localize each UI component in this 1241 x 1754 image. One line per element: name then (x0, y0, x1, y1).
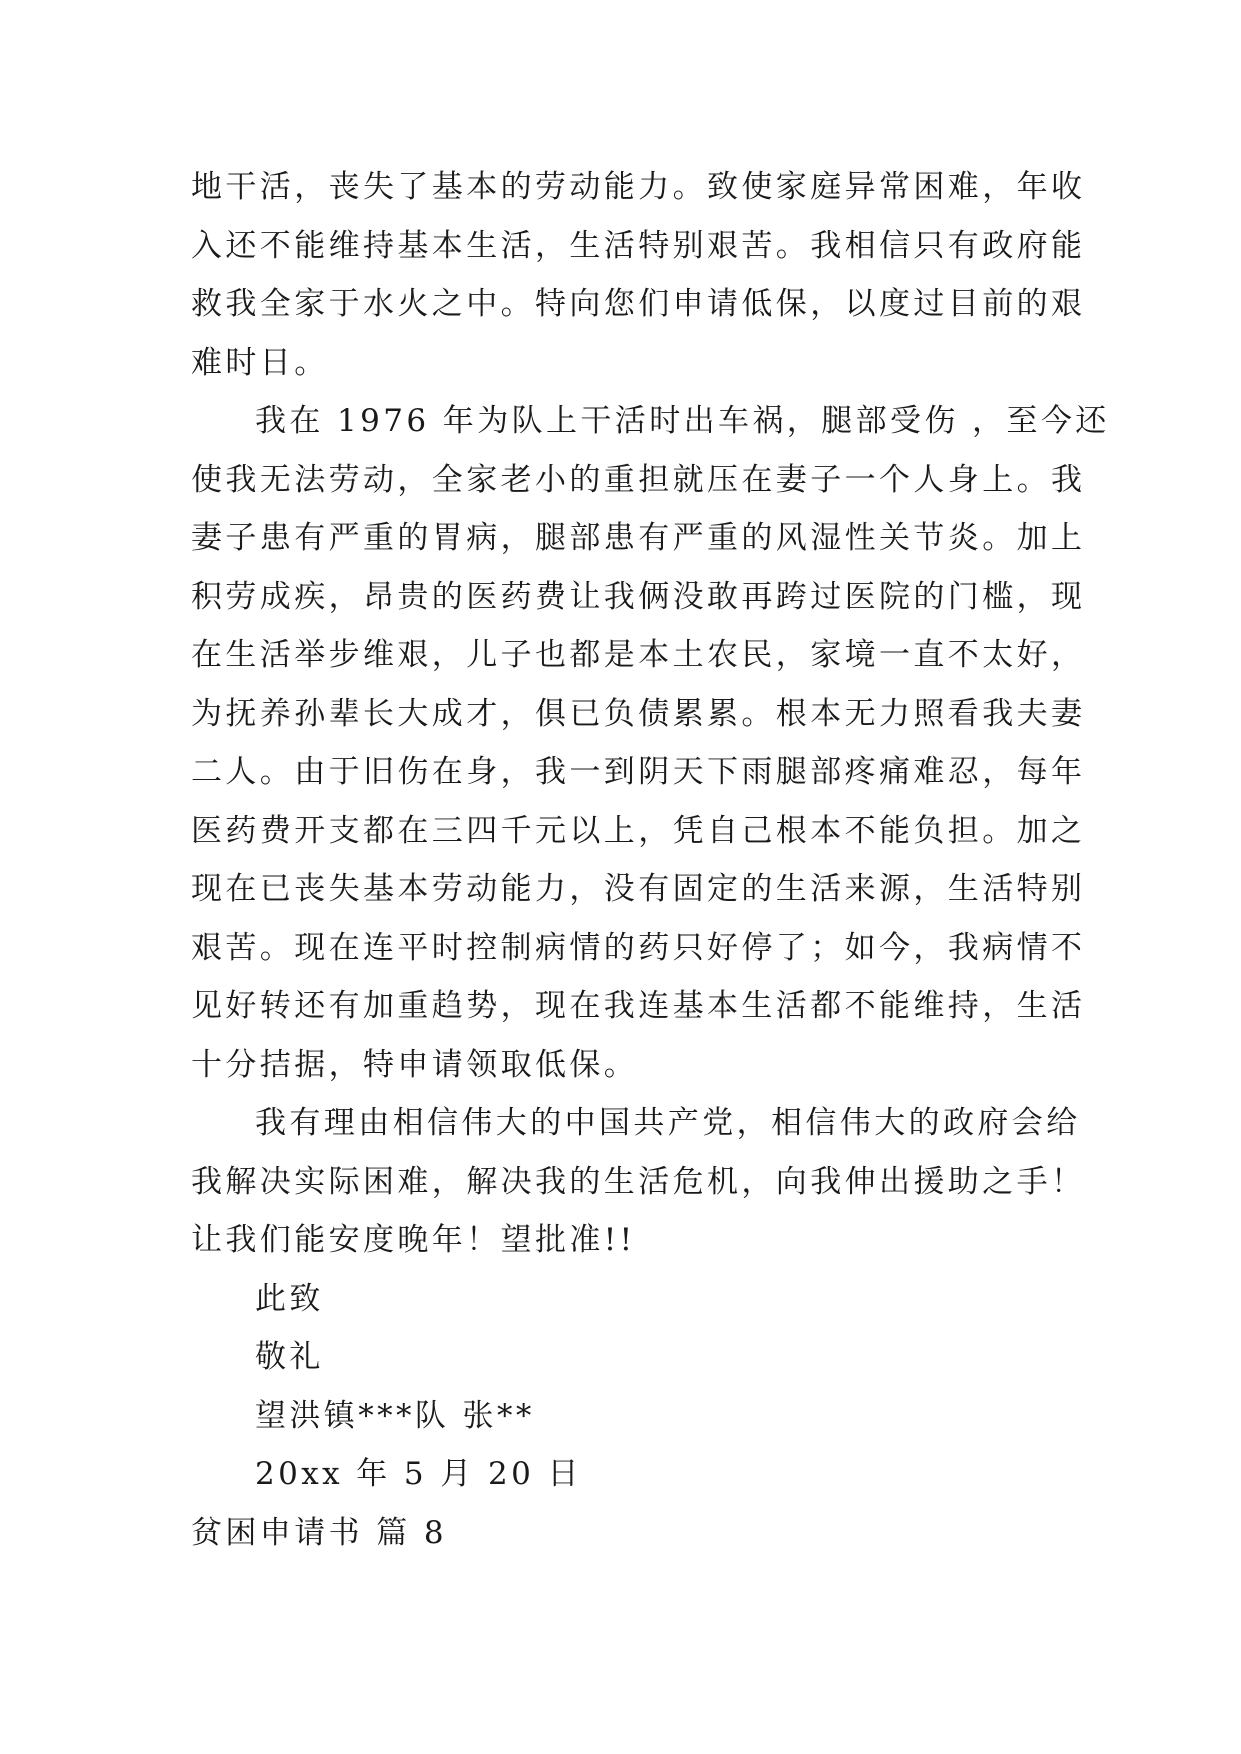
text-line: 为抚养孙辈长大成才，俱已负债累累。根本无力照看我夫妻 (191, 695, 1086, 732)
paragraph-2 (191, 392, 1110, 1094)
text-line: 见好转还有加重趋势，现在我连基本生活都不能维持，生活 (191, 988, 1086, 1024)
text-line: 现在已丧失基本劳动能力，没有固定的生活来源，生活特别 (191, 871, 1086, 907)
text-line: 在生活举步维艰，儿子也都是本土农民，家境一直不太好， (191, 637, 1086, 673)
text-line: 使我无法劳动，全家老小的重担就压在妻子一个人身上。我 (191, 461, 1086, 498)
paragraph-1 (191, 158, 1086, 392)
text-line: 我有理由相信伟大的中国共产党，相信伟大的政府会给 (255, 1105, 1081, 1141)
text-line: 艰苦。现在连平时控制病情的药只好停了；如今，我病情不 (191, 929, 1086, 966)
text-line: 妻子患有严重的胃病，腿部患有严重的风湿性关节炎。加上 (191, 520, 1086, 556)
text-line: 医药费开支都在三四千元以上，凭自己根本不能负担。加之 (191, 812, 1086, 849)
text-line: 二人。由于旧伤在身，我一到阴天下雨腿部疼痛难忍，每年 (191, 754, 1086, 790)
letter-body (191, 158, 1110, 1562)
text-line: 我在 1976 年为队上干活时出车祸，腿部受伤 ，至今还 (255, 403, 1110, 439)
text-line: 十分拮据，特申请领取低保。 (191, 1046, 639, 1083)
text-line: 难时日。 (191, 344, 329, 381)
text-line: 救我全家于水火之中。特向您们申请低保，以度过目前的艰 (191, 286, 1086, 322)
text-line: 入还不能维持基本生活，生活特别艰苦。我相信只有政府能 (191, 227, 1086, 264)
salute-line: 敬礼 (255, 1339, 324, 1375)
paragraph-3 (191, 1094, 1086, 1270)
signature-line: 望洪镇***队 张** (255, 1397, 535, 1434)
date-line: 20xx 年 5 月 20 日 (255, 1456, 582, 1492)
text-line: 积劳成疾，昂贵的医药费让我俩没敢再跨过医院的门槛，现 (191, 578, 1086, 615)
text-line: 我解决实际困难，解决我的生活危机，向我伸出援助之手！ (191, 1163, 1086, 1200)
text-line: 地干活，丧失了基本的劳动能力。致使家庭异常困难，年收 (191, 169, 1086, 205)
closing-line: 此致 (255, 1280, 324, 1317)
section-heading: 贫困申请书 篇 8 (191, 1514, 448, 1551)
text-line: 让我们能安度晚年！望批准!! (191, 1222, 636, 1258)
